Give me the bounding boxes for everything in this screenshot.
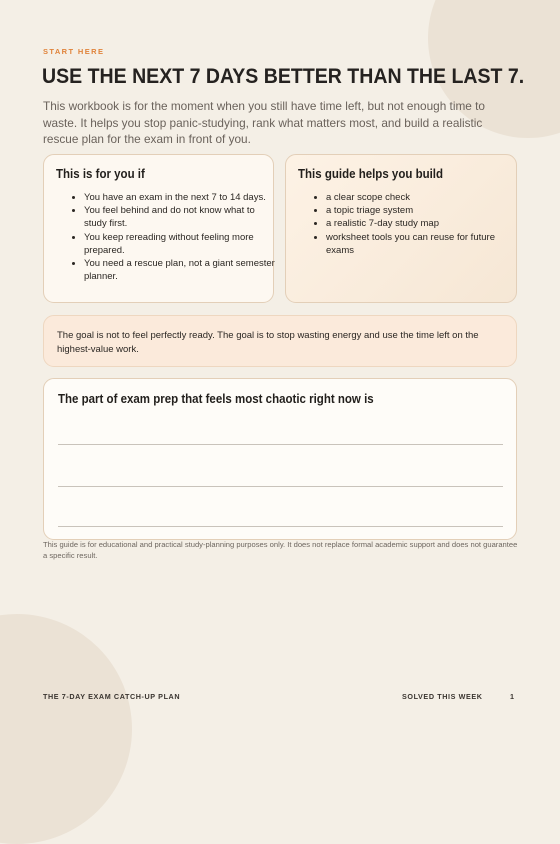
reflection-prompt-heading: The part of exam prep that feels most chaotic right now is [58,392,374,406]
writing-line [58,444,503,445]
footer-brand: SOLVED THIS WEEK [402,692,483,701]
section-kicker: START HERE [43,47,105,56]
list-item: • You have an exam in the next 7 to 14 days. [84,191,276,204]
list-item: • You need a rescue plan, not a giant semester planner. [84,257,276,283]
for-you-list [69,191,276,283]
list-item: • a topic triage system [326,204,516,217]
goal-text: The goal is not to feel perfectly ready. The goal is to stop wasting energy and use the time left on the highest-value work. [57,330,479,355]
list-item: • a clear scope check [326,191,516,204]
guide-builds-heading: This guide helps you build [298,167,444,181]
list-item: • You feel behind and do not know what to study first. [84,204,276,230]
intro-paragraph: This workbook is for the moment when you still have time left, but not enough time to waste. It helps you stop panic-studying, rank what matters most, and build a realistic rescue plan for the exam in front of you. [43,99,485,146]
page-title: USE THE NEXT 7 DAYS BETTER THAN THE LAST 7. [42,65,525,88]
for-you-card [43,154,274,303]
page-number: 1 [510,692,514,701]
guide-builds-card [285,154,517,303]
list-item: • a realistic 7-day study map [326,217,516,230]
guide-builds-list [311,191,516,257]
footer-document-title: THE 7-DAY EXAM CATCH-UP PLAN [43,692,181,701]
list-item: • You keep rereading without feeling more prepared. [84,231,276,257]
disclaimer-text: This guide is for educational and practical study-planning purposes only. It does not replace formal academic support and does not guarantee a specific result. [43,540,518,560]
writing-line [58,486,503,487]
list-item: • worksheet tools you can reuse for future exams [326,231,516,257]
for-you-heading: This is for you if [56,167,145,181]
decorative-circle-bottom-left [0,614,132,844]
writing-line [58,526,503,527]
goal-callout [43,315,517,367]
reflection-prompt-card [43,378,517,540]
